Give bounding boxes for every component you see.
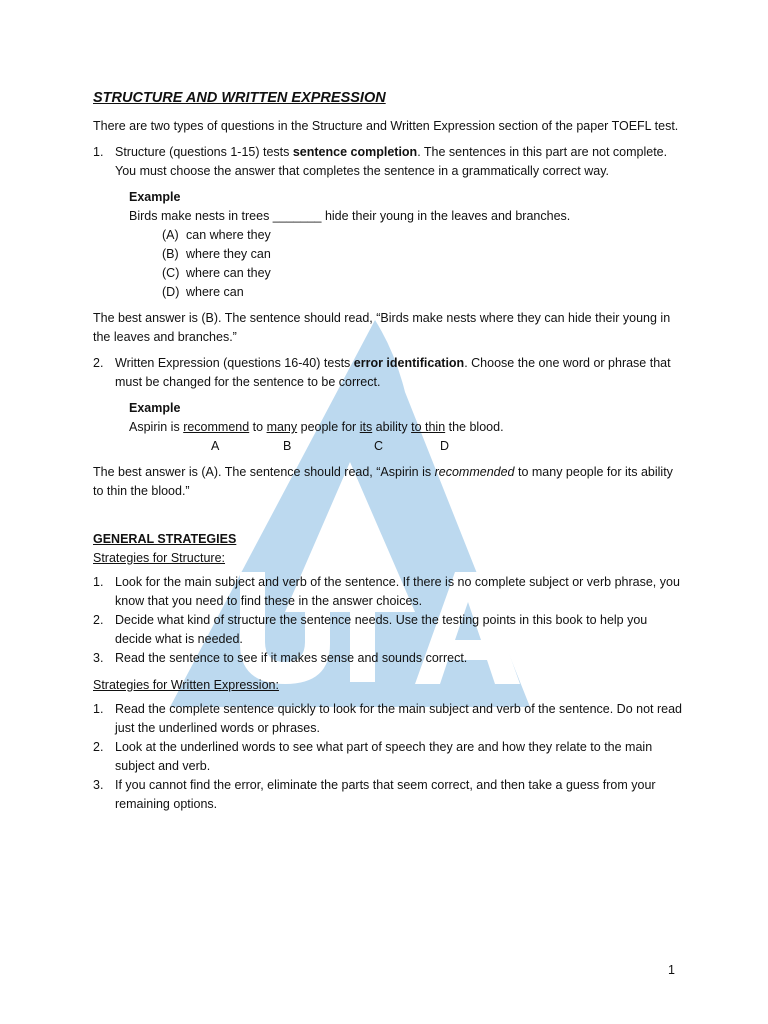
list-item: 3. Read the sentence to see if it makes sense and sounds correct. <box>93 651 468 665</box>
list-item: 3. If you cannot find the error, eliminate the parts that seem correct, and then take a guess from your remaining options. <box>93 778 656 811</box>
option-letter: C <box>374 439 384 453</box>
structure-answer: The best answer is (B). The sentence should read, “Birds make nests where they can hide their young in the leaves and branches.” <box>93 311 671 344</box>
list-item: 2. Look at the underlined words to see what part of speech they are and how they relate to the main subject and verb. <box>93 740 653 773</box>
document-page <box>93 88 683 814</box>
option-letter: D <box>440 439 450 453</box>
list-number: 2. <box>93 356 104 370</box>
structure-strategies-heading: Strategies for Structure: <box>93 551 226 565</box>
example-sentence: Birds make nests in trees _______ hide their young in the leaves and branches. <box>129 209 571 223</box>
written-expression-strategies-list <box>93 700 683 814</box>
answer-choice: (C) where can they <box>162 266 271 280</box>
option-letters <box>129 437 683 456</box>
question-type-structure: 1. Structure (questions 1-15) tests sentence completion. The sentences in this part are not complete. You must choose the answer that completes the sentence in a grammatically correct way. <box>93 145 668 178</box>
example-label: Example <box>129 190 181 204</box>
answer-choice: (B) where they can <box>162 247 271 261</box>
list-number: 1. <box>93 145 104 159</box>
bold-term: error identification <box>353 356 465 370</box>
bold-term: sentence completion <box>292 145 418 159</box>
underlined-option-d: to thin <box>411 420 446 434</box>
intro-paragraph: There are two types of questions in the Structure and Written Expression section of the paper TOEFL test. <box>93 119 679 133</box>
list-item: 2. Decide what kind of structure the sentence needs. Use the testing points in this book to help you decide what is needed. <box>93 613 648 646</box>
answer-choice: (D) where can <box>162 285 244 299</box>
page-title: STRUCTURE AND WRITTEN EXPRESSION <box>93 90 386 106</box>
list-item: 1. Read the complete sentence quickly to look for the main subject and verb of the sentence. Do not read just the underlined words or phrases. <box>93 702 683 735</box>
answer-choices <box>162 226 683 302</box>
underlined-option-a: recommend <box>183 420 250 434</box>
written-expression-strategies-heading: Strategies for Written Expression: <box>93 678 279 692</box>
underlined-option-b: many <box>266 420 298 434</box>
list-item: 1. Look for the main subject and verb of the sentence. If there is no complete subject or verb phrase, you know that you need to find these in the answer choices. <box>93 575 680 608</box>
underlined-option-c: its <box>359 420 373 434</box>
structure-example <box>129 188 683 302</box>
answer-choice: (A) can where they <box>162 228 271 242</box>
structure-strategies-list <box>93 573 683 668</box>
option-letter: A <box>211 439 220 453</box>
general-strategies-heading: GENERAL STRATEGIES <box>93 532 237 546</box>
written-expression-answer: The best answer is (A). The sentence should read, “Aspirin is recommended to many people for its ability to thin the blood.” <box>93 465 673 498</box>
example-label: Example <box>129 401 181 415</box>
written-expression-example <box>129 399 683 456</box>
question-type-written-expression: 2. Written Expression (questions 16-40) tests error identification. Choose the one word or phrase that must be changed for the sentence to be correct. <box>93 356 671 389</box>
example-sentence: Aspirin is recommend to many people for its ability to thin the blood. <box>129 420 504 434</box>
option-letter: B <box>283 439 292 453</box>
page-number: 1 <box>668 963 675 977</box>
